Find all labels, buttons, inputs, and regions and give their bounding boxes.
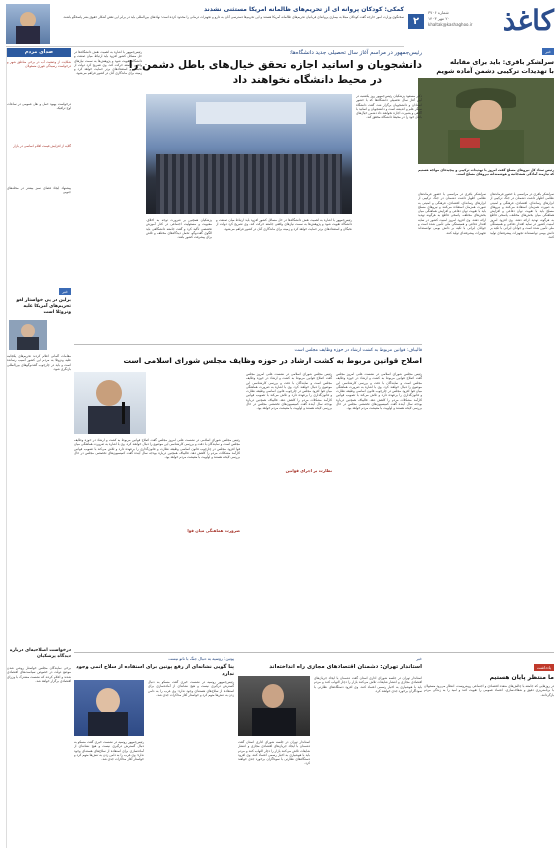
- main-body-1: دکتر مسعود پزشکیان رئیس‌جمهور روز یکشنبه در آیین آغاز سال تحصیلی دانشگاه‌ها که با حضور استادان و دانشجویان برگزار شد، گفت دانشگاه سنگر علم و اندیشه است و دانشجویان و اساتید با آگاهی و بصیرت اجازه نخواهند داد دشمن خیال‌های باطل خود را در محیط دانشگاه محقق کند.: [356, 94, 422, 120]
- left-news-photo: [9, 320, 47, 350]
- main-kicker: رئیس‌جمهور در مراسم آغاز سال تحصیلی جدید دانشگاه‌ها:: [289, 50, 422, 56]
- bottom-left-body: رئیس‌جمهور روسیه در نشست خبری گفت مسکو به دنبال گسترش درگیری نیست و هیچ نشانه‌ای از آماده‌سازی برای استفاده از سلاح‌های هسته‌ای وجود ندارد؛ وی غرب را به دامن زدن به تنش‌ها متهم کرد و خواستار آغاز مذاکرات جدی شد.: [148, 680, 234, 697]
- divider-1: [74, 344, 422, 345]
- bottom-left-story: [74, 656, 234, 850]
- right-lead-title-1: سرلشکر باقری: باید برای مقابله: [449, 58, 554, 66]
- left-col-item-2: درخواست بهبود حمل و نقل عمومی در ساعات اوج ترافیک: [7, 102, 71, 111]
- second-title: اصلاح قوانین مربوط به کشت ارشاد در حوزه وظایف مجلس شورای اسلامی است: [123, 356, 422, 365]
- top-strip: [6, 4, 404, 47]
- bottom-left-kicker: پوتین: روسیه به دنبال جنگ با ناتو نیست: [168, 656, 234, 661]
- divider-2: [74, 652, 554, 653]
- masthead-meta-2: ۲۰ مهر ۱۴۰۳: [428, 16, 450, 21]
- right-lead-body-2: سرلشکر باقری در مراسمی با حضور فرماندهان نظامی اظهار داشت دشمنان در جنگ ترکیبی از ابزارهای رسانه‌ای، اقتصادی، فرهنگی و امنیتی به صورت همزمان استفاده می‌کنند و نیروهای مسلح باید با تقویت توان دفاعی و افزایش هماهنگی میان بخش‌های مختلف، پاسخی قاطع به هرگونه تهدید ارائه دهند. وی افزود امروز امنیت کشور در سایه اقتدار دفاعی و همبستگی ملی تأمین شده است و جوانان ایرانی با تکیه بر دانش بومی توانسته‌اند تجهیزات پیشرفته‌ای تولید کنند.: [418, 192, 486, 235]
- main-body-3: پزشکیان همچنین بر ضرورت توجه به اخلاق، معنویت و مسئولیت اجتماعی در کنار آموزش تخصصی تأکید کرد و گفت جامعه دانشگاهی باید الگوی گفت‌وگو، تحمل دیدگاه‌های مختلف و تلاش برای پیشرفت کشور باشد.: [146, 218, 212, 240]
- medal-icon: [460, 138, 480, 148]
- bottom-mid-story: [238, 656, 422, 850]
- left-mid-column: رئیس‌جمهور با اشاره به اهمیت نقش دانشگاه‌ها در حل مسائل کشور افزود باید ارتباط میان صنعت و دانشگاه تقویت شود و پژوهش‌ها به سمت نیازهای واقعی جامعه حرکت کند. وی تصریح کرد دولت از نخبگان و استعدادهای برتر حمایت خواهد کرد و زمینه برای ماندگاری آنان در کشور فراهم می‌شود.: [74, 50, 142, 76]
- bottom-right-body: در روزهایی که جامعه با چالش‌های متعدد اقتصادی و اجتماعی روبه‌روست، انتظار می‌رود مسئولان با برنامه‌ریزی دقیق و شفاف‌سازی، اعتماد عمومی را تقویت کنند و امید را به زندگی مردم بازگردانند.: [424, 684, 554, 697]
- left-lower-body: برخی نمایندگان مجلس خواستار روشن شدن موضع دولت در خصوص سیاست‌های اقتصادی شدند و اعلام کردند که نشست مشترک با وزرای اقتصادی برگزار خواهد شد.: [7, 666, 71, 683]
- second-body-3: رئیس مجلس شورای اسلامی در نشست علنی امروز مجلس گفت اصلاح قوانین مربوط به کشت و ارشاد در حوزه وظایف مجلس است و نمایندگان با دقت و بررسی کارشناسی این موضوع را دنبال خواهند کرد. وی با اشاره به ضرورت هماهنگی میان قوا افزود مجلس در چارچوب قانون اساسی وظیفه نظارت و قانون‌گذاری را برعهده دارد و تلاش می‌کند با تصویب قوانین کارآمد مشکلات مردم را کاهش دهد. قالیباف همچنین درباره بودجه سال آینده گفت کمیسیون‌های تخصصی مجلس در حال بررسی لایحه هستند و اولویت با معیشت مردم خواهد بود.: [74, 438, 240, 460]
- main-story: [128, 50, 422, 340]
- microphone-icon: [122, 402, 125, 424]
- left-col-header: صدای مردم: [7, 48, 71, 57]
- bottom-right-title: ما منتظر پایان هستیم: [489, 674, 554, 681]
- second-body-1: رئیس مجلس شورای اسلامی در نشست علنی امروز مجلس گفت اصلاح قوانین مربوط به کشت و ارشاد در حوزه وظایف مجلس است و نمایندگان با دقت و بررسی کارشناسی این موضوع را دنبال خواهند کرد. وی با اشاره به ضرورت هماهنگی میان قوا افزود مجلس در چارچوب قانون اساسی وظیفه نظارت و قانون‌گذاری را برعهده دارد و تلاش می‌کند با تصویب قوانین کارآمد مشکلات مردم را کاهش دهد. قالیباف همچنین درباره بودجه سال آینده گفت کمیسیون‌های تخصصی مجلس در حال بررسی لایحه هستند و اولویت با معیشت مردم خواهد بود.: [336, 372, 422, 411]
- main-body-2: رئیس‌جمهور با اشاره به اهمیت نقش دانشگاه‌ها در حل مسائل کشور افزود باید ارتباط میان صنعت و دانشگاه تقویت شود و پژوهش‌ها به سمت نیازهای واقعی جامعه حرکت کند. وی تصریح کرد دولت از نخبگان و استعدادهای برتر حمایت خواهد کرد و زمینه برای ماندگاری آنان در کشور فراهم می‌شود.: [216, 218, 352, 231]
- right-lead-title-2: با تهدیدات ترکیبی دشمن آماده شویم: [436, 67, 554, 75]
- second-sub-1: نظارت بر اجرای قوانین: [246, 468, 332, 473]
- right-lead-intro: رئیس ستاد کل نیروهای مسلح گفت امروز با تهدیدات ترکیبی و پیچیده‌ای مواجه هستیم که نیازمند آمادگی همه‌جانبه و هوشمندانه نیروهای مسلح است.: [418, 168, 554, 177]
- bottom-mid-body: استاندار تهران در جلسه شورای اداری استان گفت دشمنان با ایجاد جریان‌های اقتصادی مجازی و انتشار شایعات تلاش می‌کنند بازار را دچار التهاب کنند و مردم باید با هوشیاری به اخبار رسمی اعتماد کنند. وی افزود دستگاه‌های نظارتی با سوداگران برخورد جدی خواهند کرد.: [314, 676, 422, 693]
- stage-banner: [196, 102, 306, 124]
- left-news-kicker: خبر: [59, 288, 71, 295]
- bottom-right-kicker: یادداشت: [534, 664, 554, 671]
- masthead-site[interactable]: khaltak@kashaghoo.ir: [428, 22, 473, 27]
- top-strip-title: کمکی: کودکان پروانه ای از تحریم‌های ظالمانه آمریکا مستثنی نشدند: [204, 6, 404, 13]
- bottom-left-photo: [74, 680, 144, 736]
- main-headline-2: در محیط دانشگاه نخواهند داد: [232, 74, 382, 86]
- masthead: [406, 4, 554, 46]
- left-column: [6, 48, 71, 848]
- bottom-mid-kicker: خبر: [416, 656, 422, 661]
- bottom-mid-body-2: استاندار تهران در جلسه شورای اداری استان گفت دشمنان با ایجاد جریان‌های اقتصادی مجازی و انتشار شایعات تلاش می‌کنند بازار را دچار التهاب کنند و مردم باید با هوشیاری به اخبار رسمی اعتماد کنند. وی افزود دستگاه‌های نظارتی با سوداگران برخورد جدی خواهند کرد.: [238, 740, 310, 766]
- second-sub-2: ضرورت هماهنگی میان قوا: [74, 528, 240, 533]
- masthead-logo: کاغذ: [502, 4, 554, 37]
- second-body-2: رئیس مجلس شورای اسلامی در نشست علنی امروز مجلس گفت اصلاح قوانین مربوط به کشت و ارشاد در حوزه وظایف مجلس است و نمایندگان با دقت و بررسی کارشناسی این موضوع را دنبال خواهند کرد. وی با اشاره به ضرورت هماهنگی میان قوا افزود مجلس در چارچوب قانون اساسی وظیفه نظارت و قانون‌گذاری را برعهده دارد و تلاش می‌کند با تصویب قوانین کارآمد مشکلات مردم را کاهش دهد. قالیباف همچنین درباره بودجه سال آینده گفت کمیسیون‌های تخصصی مجلس در حال بررسی لایحه هستند و اولویت با معیشت مردم خواهد بود.: [246, 372, 332, 411]
- bottom-mid-title: استاندار تهران: دشمنان اقتصادهای مجازی راه انداخته‌اند: [269, 664, 422, 670]
- second-kicker: قالیباف: قوانین مربوط به کشت ارشاد در حوزه وظایف مجلس است: [294, 348, 422, 353]
- left-col-item-3: گلایه از افزایش قیمت اقلام اساسی در بازار: [13, 144, 71, 148]
- top-strip-body: سخنگوی وزارت امور خارجه گفت کودکان مبتلا به بیماری پروانه‌ای قربانیان تحریم‌های ظالمانه آمریکا هستند و این تحریم‌ها دسترسی آنان به دارو و تجهیزات درمانی را محدود کرده است؛ نهادهای بین‌المللی باید در برابر این نقض آشکار حقوق بشر پاسخگو باشند.: [62, 15, 404, 19]
- second-photo: [74, 372, 146, 434]
- left-col-item-4: پیشنهاد ایجاد فضای سبز بیشتر در محله‌های جنوبی: [7, 186, 71, 195]
- bottom-mid-photo: [238, 676, 310, 736]
- bottom-right-story: [424, 664, 554, 850]
- top-strip-photo: [6, 4, 50, 44]
- right-lead-kicker: خبر: [542, 48, 554, 55]
- main-photo: [146, 94, 352, 214]
- left-news-body: مقامات آلمانی اعلام کردند تحریم‌های یکجانبه علیه ونزوئلا به مردم این کشور آسیب رسانده است و باید در چارچوب گفت‌وگوهای بین‌المللی بازنگری شود.: [7, 354, 71, 371]
- page-number: ۲: [408, 14, 424, 29]
- right-lead-photo: [418, 78, 554, 164]
- left-col-item-1: شکایت از وضعیت آب در برخی مناطق شهر و درخواست رسیدگی فوری مسئولان: [7, 60, 71, 69]
- masthead-meta-1: شماره ۳۷۰۶: [428, 10, 449, 15]
- left-news-title: برلین در پی خواستار لغو تحریم‌های آمریکا علیه ونزوئلا است: [16, 298, 71, 315]
- bottom-left-body-2: رئیس‌جمهور روسیه در نشست خبری گفت مسکو به دنبال گسترش درگیری نیست و هیچ نشانه‌ای از آماده‌سازی برای استفاده از سلاح‌های هسته‌ای وجود ندارد؛ وی غرب را به دامن زدن به تنش‌ها متهم کرد و خواستار آغاز مذاکرات جدی شد.: [74, 740, 144, 762]
- bottom-left-title: پنا گویی نشانه‌ای از رفع پوتین برای استفاده از سلاح اتمی وجود ندارد: [76, 664, 234, 677]
- right-lead: [418, 48, 554, 660]
- left-lower-title: درخواست اصلاحیه‌ای درباره دیدگاه پزشکیان: [9, 648, 71, 659]
- second-story: [74, 348, 422, 648]
- main-headline-1: دانشجویان و اساتید اجازه تحقق خیال‌های باطل دشمن را: [128, 59, 422, 71]
- right-lead-body: سرلشکر باقری در مراسمی با حضور فرماندهان نظامی اظهار داشت دشمنان در جنگ ترکیبی از ابزارهای رسانه‌ای، اقتصادی، فرهنگی و امنیتی به صورت همزمان استفاده می‌کنند و نیروهای مسلح باید با تقویت توان دفاعی و افزایش هماهنگی میان بخش‌های مختلف، پاسخی قاطع به هرگونه تهدید ارائه دهند. وی افزود امروز امنیت کشور در سایه اقتدار دفاعی و همبستگی ملی تأمین شده است و جوانان ایرانی با تکیه بر دانش بومی توانسته‌اند تجهیزات پیشرفته‌ای تولید کنند.: [490, 192, 554, 239]
